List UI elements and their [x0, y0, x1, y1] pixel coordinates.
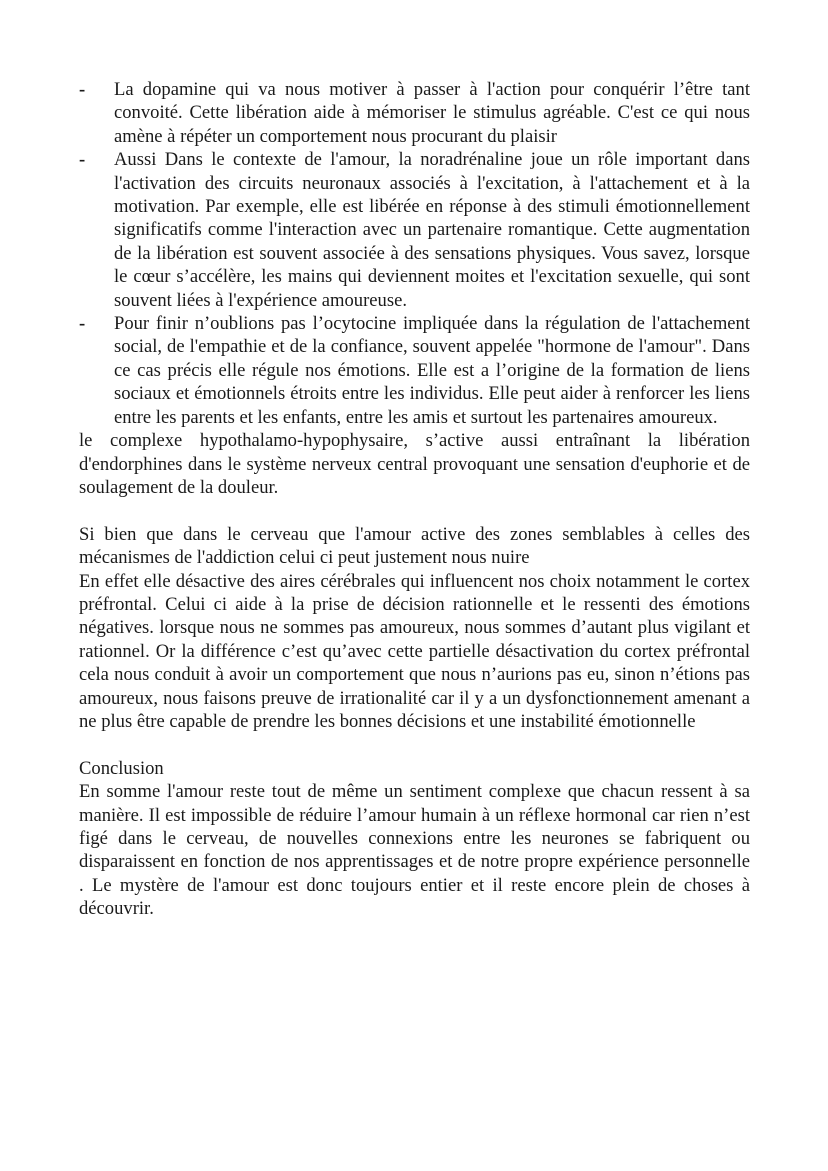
bullet-text: Pour finir n’oublions pas l’ocytocine impliquée dans la régulation de l'attachement social, de l'empathie et de la confiance, souvent appelée "hormone de l'amour". Dans ce cas précis elle régule nos émotions. Elle est a l’origine de la formation de liens sociaux et émotionnels étroits entre les individus. Elle peut aider à renforcer les liens entre les parents et les enfants, entre les amis et surtout les partenaires amoureux.: [114, 313, 750, 428]
bullet-noradrenaline: [79, 148, 750, 312]
paragraph-spacer: [79, 499, 750, 522]
bullet-dopamine: [79, 78, 750, 148]
bullet-marker: -: [79, 313, 86, 335]
paragraph-addiction-body: En effet elle désactive des aires cérébrales qui influencent nos choix notamment le cortex préfrontal. Celui ci aide à la prise de décision rationnelle et le ressenti des émotions négatives. lorsque nous ne sommes pas amoureux, nous sommes d’autant plus vigilant et rationnel. Or la différence c’est qu’avec cette partielle désactivation du cortex préfrontal cela nous conduit à avoir un comportement que nous n’aurions pas eu, sinon n’étions pas amoureux, nous faisons preuve de irrationalité car il y a un dysfonctionnement amenant a ne plus être capable de prendre les bonnes décisions et une instabilité émotionnelle: [79, 570, 750, 732]
document-page: [79, 78, 750, 921]
paragraph-hypothalamus: le complexe hypothalamo-hypophysaire, s’active aussi entraînant la libération d'endorphines dans le système nerveux central provoquant une sensation d'euphorie et de soulagement de la douleur.: [79, 430, 750, 498]
bullet-marker: -: [79, 79, 86, 100]
conclusion-heading: Conclusion: [79, 757, 164, 779]
bullet-marker: -: [79, 149, 86, 171]
bullet-text: La dopamine qui va nous motiver à passer à l'action pour conquérir l’être tant convoité. Cette libération aide à mémoriser le stimulus agréable. C'est ce qui nous amène à répéter un comportement nous procurant du plaisir: [114, 79, 750, 147]
paragraph-spacer: [79, 733, 750, 756]
hormone-bullet-list: [79, 78, 750, 429]
paragraph-addiction-intro: Si bien que dans le cerveau que l'amour active des zones semblables à celles des mécanismes de l'addiction celui ci peut justement nous nuire: [79, 523, 750, 569]
bullet-ocytocine: [79, 312, 750, 429]
conclusion-text: En somme l'amour reste tout de même un sentiment complexe que chacun ressent à sa manière. Il est impossible de réduire l’amour humain à un réflexe hormonal car rien n’est figé dans le cerveau, de nouvelles connexions entre les neurones se fabriquent ou disparaissent en fonction de nos apprentissages et de notre propre expérience personnelle . Le mystère de l'amour est donc toujours entier et il reste encore plein de choses à découvrir.: [79, 781, 750, 920]
bullet-text: Aussi Dans le contexte de l'amour, la noradrénaline joue un rôle important dans l'activation des circuits neuronaux associés à l'excitation, à l'attachement et à la motivation. Par exemple, elle est libérée en réponse à des stimuli émotionnellement significatifs comme l'interaction avec un partenaire romantique. Cette augmentation de la libération est souvent associée à des sensations physiques. Vous savez, lorsque le cœur s’accélère, les mains qui deviennent moites et l'excitation sexuelle, qui sont souvent liées à l'expérience amoureuse.: [114, 149, 750, 311]
